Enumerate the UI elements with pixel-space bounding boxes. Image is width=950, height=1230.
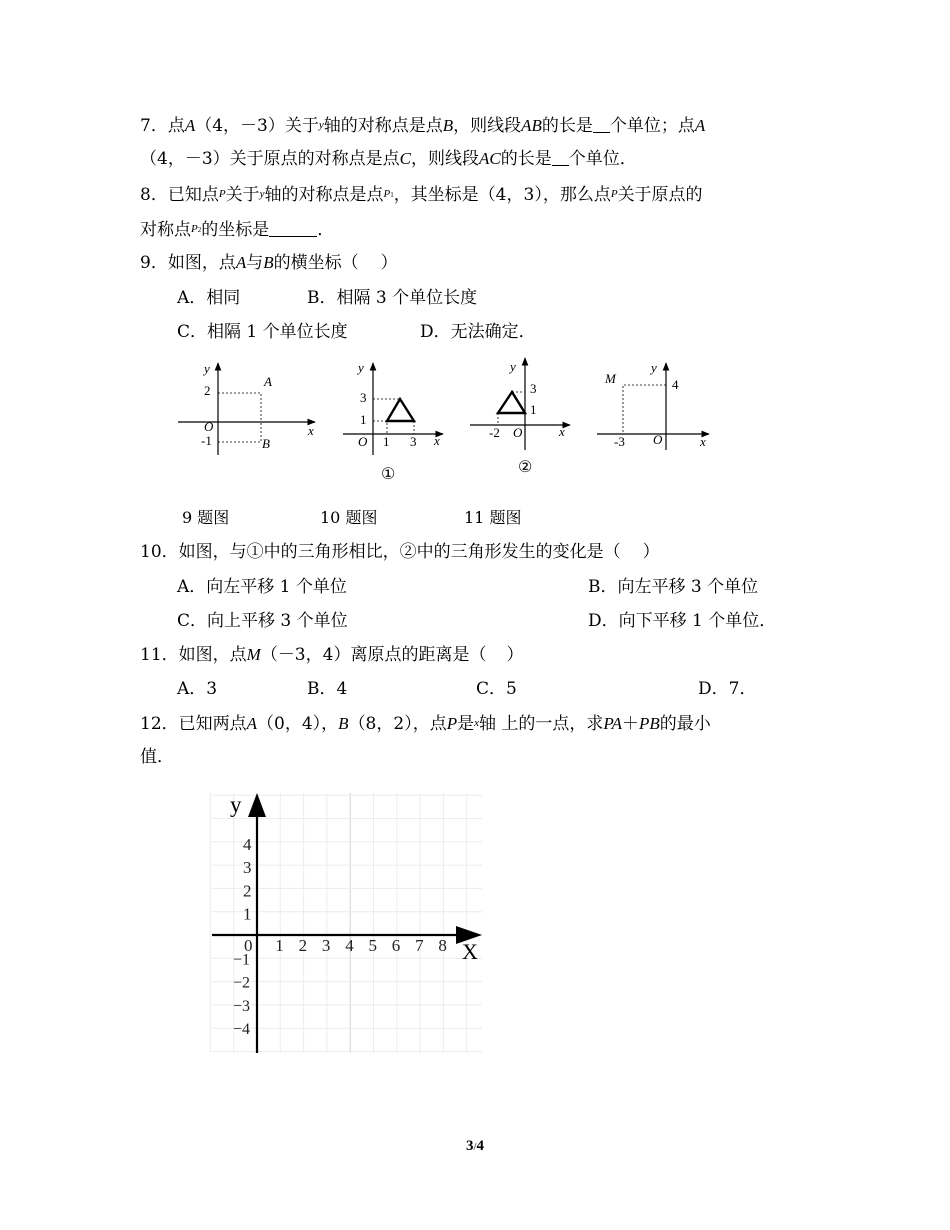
q8-text: 关于 <box>225 185 260 205</box>
x-var: x <box>474 717 479 729</box>
q9-option-b[interactable]: B．相隔 3 个单位长度 <box>307 288 478 308</box>
q11-text: ） <box>506 645 524 665</box>
tick-1: 1 <box>360 412 367 427</box>
y-label: y <box>651 360 657 375</box>
figure-10-1 <box>338 355 453 490</box>
q11-text: 11．如图，点 <box>140 645 247 665</box>
figure-9 <box>170 355 325 460</box>
tick-2: 2 <box>204 383 211 398</box>
x-tick-neg2: -2 <box>489 425 500 440</box>
q12-text: 的最小 <box>659 714 711 734</box>
q12-text: （8，2），点 <box>348 714 447 734</box>
y-var: y <box>259 188 265 200</box>
p-var: P <box>610 188 618 200</box>
q7-num: 7．点 <box>140 116 185 136</box>
caption-9: 9 题图 <box>182 508 230 527</box>
q9-text: 9．如图，点 <box>140 253 236 273</box>
point-a: A <box>235 253 247 272</box>
point-m-label: M <box>605 371 616 386</box>
point-b: B <box>442 116 454 135</box>
page-total: 4 <box>476 1138 485 1154</box>
q11-option-d[interactable]: D．7． <box>698 679 757 699</box>
q8-text: 对称点 <box>140 220 191 240</box>
y-tick-label: 4 <box>243 834 252 854</box>
y-label: y <box>358 360 364 375</box>
guide-m <box>623 385 666 434</box>
q7-text: 个单位． <box>568 149 637 169</box>
point-a-label: A <box>264 374 272 389</box>
q8-num: 8．已知点 <box>140 185 219 205</box>
guide-b <box>218 422 261 442</box>
q11-option-a[interactable]: A．3 <box>177 679 218 699</box>
p1-var <box>383 188 393 200</box>
p2-sub: 2 <box>197 226 202 234</box>
answer-blank[interactable] <box>593 115 610 133</box>
p2-var <box>191 223 201 235</box>
answer-blank[interactable] <box>269 219 317 237</box>
y-tick-label: 3 <box>243 858 252 878</box>
origin-zero: 0 <box>244 936 253 955</box>
segment-pb: PB <box>638 714 660 733</box>
y-tick-label: −2 <box>233 974 251 992</box>
q10-option-d[interactable]: D．向下平移 1 个单位． <box>588 611 777 631</box>
segment-ac: AC <box>478 149 501 168</box>
x-label: x <box>308 423 314 438</box>
x-tick-labels <box>275 936 447 955</box>
q7-line2 <box>140 148 637 170</box>
q10-text: ） <box>642 542 660 562</box>
caption-11: 11 题图 <box>464 508 522 527</box>
guide-1 <box>373 421 387 434</box>
x-tick-label: 3 <box>321 936 331 955</box>
y-tick-label: −1 <box>233 951 251 969</box>
q10-stem <box>140 541 660 563</box>
q12-text: 12．已知两点 <box>140 714 247 734</box>
x-label: x <box>700 434 706 449</box>
q9-option-d[interactable]: D．无法确定． <box>420 322 536 342</box>
x-tick-label: 7 <box>415 936 424 955</box>
q12-line1 <box>140 712 711 735</box>
q8-text: 关于原点的 <box>617 185 703 205</box>
answer-blank[interactable] <box>552 148 569 166</box>
y-arrow-icon <box>248 793 266 817</box>
q10-option-c[interactable]: C．向上平移 3 个单位 <box>177 611 348 631</box>
p1-letter: P <box>383 188 391 200</box>
triangle <box>387 399 414 421</box>
q9-stem <box>140 252 398 274</box>
q9-option-c[interactable]: C．相隔 1 个单位长度 <box>177 322 348 342</box>
x-tick-label: 4 <box>345 936 354 955</box>
q12-text: ＋ <box>621 714 639 734</box>
point-a: A <box>246 714 258 733</box>
origin-label: O <box>513 425 523 440</box>
q7-text: 轴的对称点是点 <box>323 116 443 136</box>
figure-mark-2: ② <box>518 459 533 476</box>
y-label: y <box>510 359 516 374</box>
p-var: P <box>218 188 226 200</box>
x-tick-1: 1 <box>383 434 390 449</box>
origin-label: O <box>653 432 663 447</box>
q9-option-a[interactable]: A．相同 <box>177 288 241 308</box>
y-var: y <box>318 119 324 131</box>
x-label: x <box>434 433 440 448</box>
q11-stem <box>140 644 523 666</box>
x-tick-neg3: -3 <box>614 434 625 449</box>
y-tick-label: −3 <box>233 997 251 1015</box>
q7-text: 的长是 <box>500 149 552 169</box>
q8-text: ，其坐标是（4，3），那么点 <box>393 185 611 205</box>
q9-text: 的横坐标（ <box>273 253 359 273</box>
q11-option-b[interactable]: B．4 <box>307 679 348 699</box>
q8-line1 <box>140 183 703 206</box>
q9-text: 与 <box>246 253 264 273</box>
origin-label: O <box>358 434 368 449</box>
q12-text: 是 <box>457 714 475 734</box>
point-b-label: B <box>262 436 270 451</box>
figure-10-2 <box>465 350 580 480</box>
figure-mark-1: ① <box>381 466 396 483</box>
q11-text: （－3，4）离原点的距离是（ <box>260 645 487 665</box>
point-p: P <box>446 714 458 733</box>
guide-a <box>218 393 261 422</box>
q11-option-c[interactable]: C．5 <box>476 679 517 699</box>
y-tick-label: −4 <box>233 1021 251 1039</box>
caption-10: 10 题图 <box>320 508 378 527</box>
q10-option-b[interactable]: B．向左平移 3 个单位 <box>588 577 759 597</box>
x-tick-label: 6 <box>391 936 401 955</box>
q7-line1 <box>140 114 705 137</box>
q10-text: 10．如图，与①中的三角形相比，②中的三角形发生的变化是（ <box>140 542 621 562</box>
y-label: y <box>204 361 210 376</box>
tick-3: 3 <box>360 390 367 405</box>
x-tick-label: 5 <box>368 936 377 955</box>
figure-11 <box>592 355 717 455</box>
x-label: x <box>559 424 565 439</box>
p1-sub: 1 <box>390 191 394 199</box>
tick-neg1: -1 <box>201 433 212 448</box>
q10-option-a[interactable]: A．向左平移 1 个单位 <box>177 577 347 597</box>
x-tick-label: 8 <box>438 936 447 955</box>
origin-label: O <box>204 419 214 434</box>
coordinate-grid-12 <box>200 785 500 1060</box>
q12-text: 轴 上的一点，求 <box>478 714 604 734</box>
q7-text: ，则线段 <box>453 116 522 136</box>
tick-3: 3 <box>530 381 537 396</box>
page-number <box>0 1138 950 1155</box>
x-tick-label: 1 <box>275 936 284 955</box>
point-a: A <box>694 116 706 135</box>
q8-text: 轴的对称点是点 <box>264 185 384 205</box>
point-m: M <box>246 645 261 664</box>
point-b: B <box>338 714 349 733</box>
point-a: A <box>184 116 196 135</box>
p2-letter: P <box>191 223 198 235</box>
page-separator: / <box>473 1141 477 1153</box>
y-tick-label: 1 <box>243 904 252 924</box>
point-b: B <box>263 253 274 272</box>
tick-1: 1 <box>530 402 537 417</box>
x-tick-3: 3 <box>410 434 417 449</box>
q8-text: ． <box>317 220 335 240</box>
q8-line2 <box>140 218 334 241</box>
triangle <box>498 392 525 413</box>
q7-text: 的长是 <box>541 116 593 136</box>
q7-text: ，则线段 <box>410 149 479 169</box>
q7-text: （4，－3）关于 <box>195 116 319 136</box>
y-axis-label: y <box>230 792 242 817</box>
page-current: 3 <box>465 1138 474 1154</box>
segment-pa: PA <box>603 714 622 733</box>
segment-ab: AB <box>521 116 542 135</box>
q7-text: 个单位；点 <box>609 116 695 136</box>
tick-4: 4 <box>672 377 679 392</box>
x-axis-label: X <box>462 939 478 964</box>
q12-line2: 值． <box>140 747 174 767</box>
q7-text: （4，－3）关于原点的对称点是点 <box>140 149 400 169</box>
q9-text: ） <box>380 253 398 273</box>
q12-text: （0，4）， <box>257 714 339 734</box>
point-c: C <box>399 149 411 168</box>
x-tick-label: 2 <box>298 936 308 955</box>
q8-text: 的坐标是 <box>201 220 270 240</box>
y-tick-label: 2 <box>243 881 252 901</box>
